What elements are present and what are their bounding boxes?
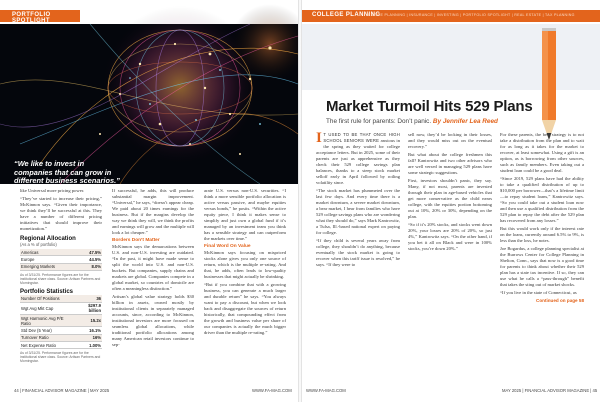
right-page [302,0,600,402]
continued-on-page: Continued on page 58 [536,298,584,303]
table-row [20,342,102,349]
table-row [20,295,102,302]
lead-paragraph [316,132,400,186]
byline: By Jennifer Lea Reed [432,118,498,125]
body-paragraph: “Since 2019, 529 plans have had the ability to take a qualified distribution of up to $10,000 per borrower—that’s a lifetime limit—to repay student loans,” Kantrowitz says. “So you could take out a student loan now and then use a qualified distribution from the 529 plan to repay the debt after the 529 plan has recovered from any losses.” [500,176,584,223]
body-paragraph: McKinnon says the demarcations between U.S. and non-U.S. investing are outdated. “In the past, it might have made sense to split the world into U.S. and non-U.S. buckets. But companies, supply chains and markets are global. Companies compete in a global market, so countries of domicile are often a meaningless distinction.” [112,244,194,291]
body-paragraph: “But if you combine that with a growing business, you can generate a much larger and durable return” he says. “You always want to pay a discount, but when we look back and disaggregate the sources of return historically, that compounding effect from the growth and business value per share of our companies is actually the much bigger driver than the multiple re-rating.” [204,282,286,335]
table-cell-value: 36 [74,295,102,302]
regional-allocation-table [20,249,102,271]
article-headline: Market Turmoil Hits 529 Plans [326,98,533,115]
right-column-2 [408,132,492,254]
pull-quote-attribution: Michael McKinnon [71,188,124,195]
body-paragraph: But this would work only if the interest rate on the loans, currently around 6.5% to 9%, is less than the loss, he notes. [500,226,584,243]
body-paragraph: For these parents, the best strategy is to not take a distribution from the plan and to wait for as long as it takes for the market to recover, at least somewhat. Using a gift is an option, as is borrowing from other sources, such as family members. Even taking out a student loan could be a good deal. [500,132,584,173]
body-paragraph: like Universal more pricing power. [20,188,85,193]
body-paragraph: sell now, they’d be locking in their losses, and they would miss out on the eventual recovery.” [408,132,492,149]
page-url: WWW.FA-MAG.COM [252,388,292,393]
page-folio: MAY 2025 | FINANCIAL ADVISOR MAGAZINE | 45 [502,388,598,393]
subhead-final-word-on-value: Final Word On Value [204,244,251,249]
body-paragraph: Artisan’s global value strategy holds $30 billion in assets, owned mostly by institutional clients in separately managed accounts, since, according to McKinnon, institutional investors are more focused on seamless global allocations, while traditional portfolio allocations among many American retail investors continue to sep- [112,294,194,347]
portfolio-statistics-table [20,295,102,349]
body-paragraph: “So if it’s 20% stocks, and stocks went down 20%, your losses are 20% of 20%, so just 4%,” Kantrowitz says. “On the other hand, if you bet it all on Black and were in 100% stocks, you’re down 20%.” [408,222,492,251]
table-source-note: As of 3/31/25. Performance figures are for the institutional share class. Source: Artisan Partners and Morningstar. [20,273,101,286]
table-cell-value: 1.00% [74,342,102,349]
table-cell-value: 16.1% [74,327,102,334]
pull-quote-text: “We like to invest in companies that can grow in different business scenarios.” [14,159,120,185]
section-label: COLLEGE PLANNING [312,12,381,18]
table-cell-label: Number Of Positions [20,295,74,302]
body-paragraph: If successful, he adds, this will produce substantial margin improvement. “Universal,” he says, “doesn’t appear cheap. We paid about 20 times earnings for the business. But if the margins develop the way we think they will, we think the profits and earnings will grow and the multiple will look a lot cheaper.” [112,188,194,235]
table-row [20,256,102,263]
right-column-1 [316,132,400,270]
left-column-3 [204,188,286,338]
table-cell-value: $297.9 billion [74,302,102,314]
table-row [20,249,102,256]
regional-allocation-title: Regional Allocation [20,236,76,242]
section-banner-college-planning [302,10,600,22]
body-paragraph: But what about the college freshmen this fall? Kantrowitz and two other advisors who are well versed in managing 529 plans have some strategic suggestions. [408,152,492,175]
table-source-note: As of 3/31/25. Performance figures are for the institutional share class. Source: Artisan Partners and Morningstar. [20,351,101,364]
body-paragraph: “If they child is several years away from college, they shouldn’t do anything, because eventually the stock market is going to recover when this tariff issue is resolved,” he says. “If they were to [316,238,400,267]
table-cell-label: Net Expense Ratio [20,342,74,349]
pencil-illustration [512,28,586,146]
right-column-3 [500,132,584,303]
subhead-borders-dont-matter: Borders Don’t Matter [112,238,160,243]
table-cell-label: Wgt Harmonic Avg P/E Ratio [20,314,74,326]
table-row [20,302,102,314]
article-dek [326,118,498,125]
page-folio: 44 | FINANCIAL ADVISOR MAGAZINE | MAY 2025 [14,388,110,393]
lead-text: anxious in the spring as they waited for college acceptance letters. But in 2025, some of their parents are just as apprehensive as they check their 529 college savings plan balances, thanks to a steep stock market selloff early in April followed by roiling volatility since. [316,138,400,185]
table-row [20,263,102,270]
table-cell-label: Std Dev (5 Year) [20,327,74,334]
table-cell-label: Americas [20,249,79,256]
body-paragraph: arate U.S. versus non-U.S. securities. “I think a more sensible portfolio allocation is active versus passive, and maybe equities versus bonds,” he posits. “Within the active equity piece, I think it makes sense to simplify and just own a global fund if it’s managed by an investment team you think has a sensible strategy and can outperform the markets over time.” [204,188,286,241]
table-cell-value: 16% [74,334,102,341]
body-paragraph: Joe Bogardus, a college planning specialist at the Burrows Center for College Planning in Shelton, Conn., says that now is a good time for parents to think about whether their 529 plan has a state tax incentive. If so, they can use what he calls a “pass-through” benefit that takes the sting out of market shocks. [500,246,584,287]
table-row [20,314,102,326]
body-paragraph: “They’ve started to increase their pricing,” McKinnon says. “Given their importance, we think they’ll be successful at this. They have a number of different pricing initiatives that should improve their monetization.” [20,196,102,231]
drop-cap: I [316,130,322,146]
left-page [0,0,298,402]
table-cell-label: Wgt Avg Mkt Cap [20,302,74,314]
section-nav-list: ESTATE PLANNING | INSURANCE | INVESTING | PORTFOLIO SPOTLIGHT | REAL ESTATE | TAX PLANNING [368,13,575,18]
dek-text: The first rule for parents: Don’t panic. [326,118,432,125]
body-paragraph: “If you live in the state of Connecticut, as [500,290,577,295]
table-cell-value: 15.2x [74,314,102,326]
section-label: PORTFOLIO SPOTLIGHT [12,12,51,24]
lead-in-caps: T USED TO BE THAT ONCE HIGH SCHOOL SENIORS WERE [323,132,400,143]
regional-allocation-subtitle: (As a % of portfolio) [20,242,57,247]
left-column-2 [112,188,194,350]
table-cell-label: Emerging Markets [20,263,79,270]
table-cell-label: Europe [20,256,79,263]
body-paragraph: “The stock market has plummeted over the last few days. And every time there is a market downturn, a severe market downturn, a bear market, I hear from families who have 529 college savings plans who are wondering what they should do,” says Mark Kantrowitz, a Tulsa, Ill.-based national expert on paying for college. [316,188,400,235]
body-paragraph: First, investors shouldn’t panic, they say. Many, if not most, parents are invested through their plan in age-based vehicles that get more conservative as the child nears college, with the equities portion bottoming out at 10%, 20% or 30%, depending on the plan. [408,178,492,219]
table-cell-value: 47.5% [79,249,102,256]
table-row [20,334,102,341]
page-url: WWW.FA-MAG.COM [306,388,346,393]
section-banner-portfolio-spotlight [0,10,80,22]
left-column-1 [20,188,102,363]
table-cell-value: 44.5% [79,256,102,263]
table-row [20,327,102,334]
table-cell-label: Turnover Ratio [20,334,74,341]
portfolio-statistics-title: Portfolio Statistics [20,289,74,296]
table-cell-value: 8.0% [79,263,102,270]
body-paragraph: McKinnon says focusing on mispriced stocks alone gives you only one source of return, which is the multiple re-rating. And that, he adds, often leads to low-quality businesses that might actually be shrinking. [204,250,286,279]
